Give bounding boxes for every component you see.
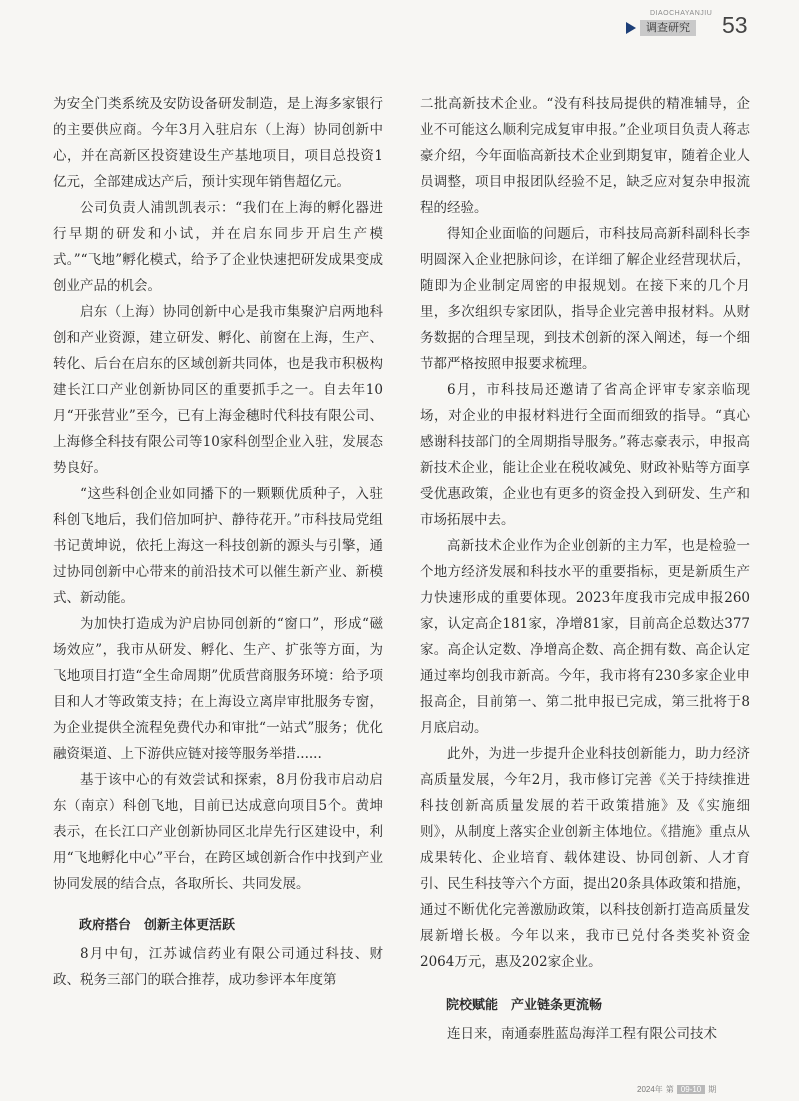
paragraph: 6月，市科技局还邀请了省高企评审专家亲临现场，对企业的申报材料进行全面而细致的指导。“真心感谢科技部门的全周期指导服务。”蒋志豪表示，申报高新技术企业，能让企业在税收减免、财政补贴等方面享受优惠政策，企业也有更多的资金投入到研发、生产和市场拓展中去。 [420, 382, 750, 528]
right-column [420, 91, 750, 1047]
footer-year: 2024年 [637, 1085, 663, 1094]
section-title: 调查研究 [640, 20, 696, 36]
issue-footer [637, 1084, 716, 1095]
paragraph: 高新技术企业作为企业创新的主力军，也是检验一个地方经济发展和科技水平的重要指标，更是新质生产力快速形成的重要体现。2023年度我市完成申报260家，认定高企181家，净增81家，目前高企总数达377家。高企认定数、净增高企数、高企拥有数、高企认定通过率均创我市新高。今年，我市将有230多家企业申报高企，目前第一、第二批申报已完成，第三批将于8月底启动。 [420, 538, 750, 736]
paragraph: 基于该中心的有效尝试和探索，8月份我市启动启东（南京）科创飞地，目前已达成意向项目5个。黄坤表示，在长江口产业创新协同区北岸先行区建设中，利用“飞地孵化中心”平台，在跨区域创新合作中找到产业协同发展的结合点，各取所长、共同发展。 [53, 772, 383, 892]
paragraph: “这些科创企业如同播下的一颗颗优质种子，入驻科创飞地后，我们倍加呵护、静待花开。”市科技局党组书记黄坤说，依托上海这一科技创新的源头与引擎，通过协同创新中心带来的前沿技术可以催生新产业、新模式、新动能。 [53, 486, 383, 606]
paragraph: 得知企业面临的问题后，市科技局高新科副科长李明圆深入企业把脉问诊，在详细了解企业经营现状后，随即为企业制定周密的申报规划。在接下来的几个月里，多次组织专家团队，指导企业完善申报材料。从财务数据的合理呈现，到技术创新的深入阐述，每一个细节都严格按照申报要求梳理。 [420, 226, 750, 372]
section-heading: 政府搭台 创新主体更活跃 [79, 918, 236, 933]
footer-qi: 期 [708, 1085, 717, 1094]
section-pinyin: DIAOCHAYANJIU [650, 10, 713, 17]
paragraph: 此外，为进一步提升企业科技创新能力，助力经济高质量发展，今年2月，我市修订完善《关于持续推进科技创新高质量发展的若干政策措施》及《实施细则》，从制度上落实企业创新主体地位。《措施》重点从成果转化、企业培育、载体建设、协同创新、人才育引、民生科技等六个方面，提出20条具体政策和措施，通过不断优化完善激励政策，以科技创新打造高质量发展新增长极。今年以来，我市已兑付各类奖补资金2064万元，惠及202家企业。 [420, 746, 750, 970]
paragraph: 为加快打造成为沪启协同创新的“窗口”，形成“磁场效应”，我市从研发、孵化、生产、扩张等方面，为飞地项目打造“全生命周期”优质营商服务环境：给予项目和人才等政策支持；在上海设立离岸审批服务专窗，为企业提供全流程免费代办和审批“一站式”服务；优化融资渠道、上下游供应链对接等服务举措...... [53, 616, 383, 762]
footer-di: 第 [665, 1085, 674, 1094]
paragraph: 8月中旬，江苏诚信药业有限公司通过科技、财政、税务三部门的联合推荐，成功参评本年度第 [53, 946, 383, 988]
section-header [626, 20, 714, 36]
section-heading: 院校赋能 产业链条更流畅 [446, 998, 603, 1013]
paragraph: 连日来，南通泰胜蓝岛海洋工程有限公司技术 [447, 1026, 717, 1042]
paragraph: 公司负责人浦凯凯表示：“我们在上海的孵化器进行早期的研发和小试，并在启东同步开启生产模式。”“飞地”孵化模式，给予了企业快速把研发成果变成创业产品的机会。 [53, 200, 383, 294]
footer-issue-number: 09-10 [677, 1085, 705, 1094]
paragraph: 为安全门类系统及安防设备研发制造，是上海多家银行的主要供应商。今年3月入驻启东（上海）协同创新中心，并在高新区投资建设生产基地项目，项目总投资1亿元，全部建成达产后，预计实现年销售超亿元。 [53, 96, 383, 190]
paragraph: 二批高新技术企业。“没有科技局提供的精准辅导，企业不可能这么顺利完成复审申报。”企业项目负责人蒋志豪介绍，今年面临高新技术企业到期复审，随着企业人员调整，项目申报团队经验不足，缺乏应对复杂申报流程的经验。 [420, 96, 750, 216]
triangle-marker-icon [626, 22, 636, 34]
paragraph: 启东（上海）协同创新中心是我市集聚沪启两地科创和产业资源，建立研发、孵化、前窗在上海，生产、转化、后台在启东的区域创新共同体，也是我市积极构建长江口产业创新协同区的重要抓手之一。自去年10月“开张营业”至今，已有上海金穗时代科技有限公司、上海修全科技有限公司等10家科创型企业入驻，发展态势良好。 [53, 304, 383, 476]
left-column [53, 91, 383, 993]
page-number: 53 [722, 12, 748, 38]
